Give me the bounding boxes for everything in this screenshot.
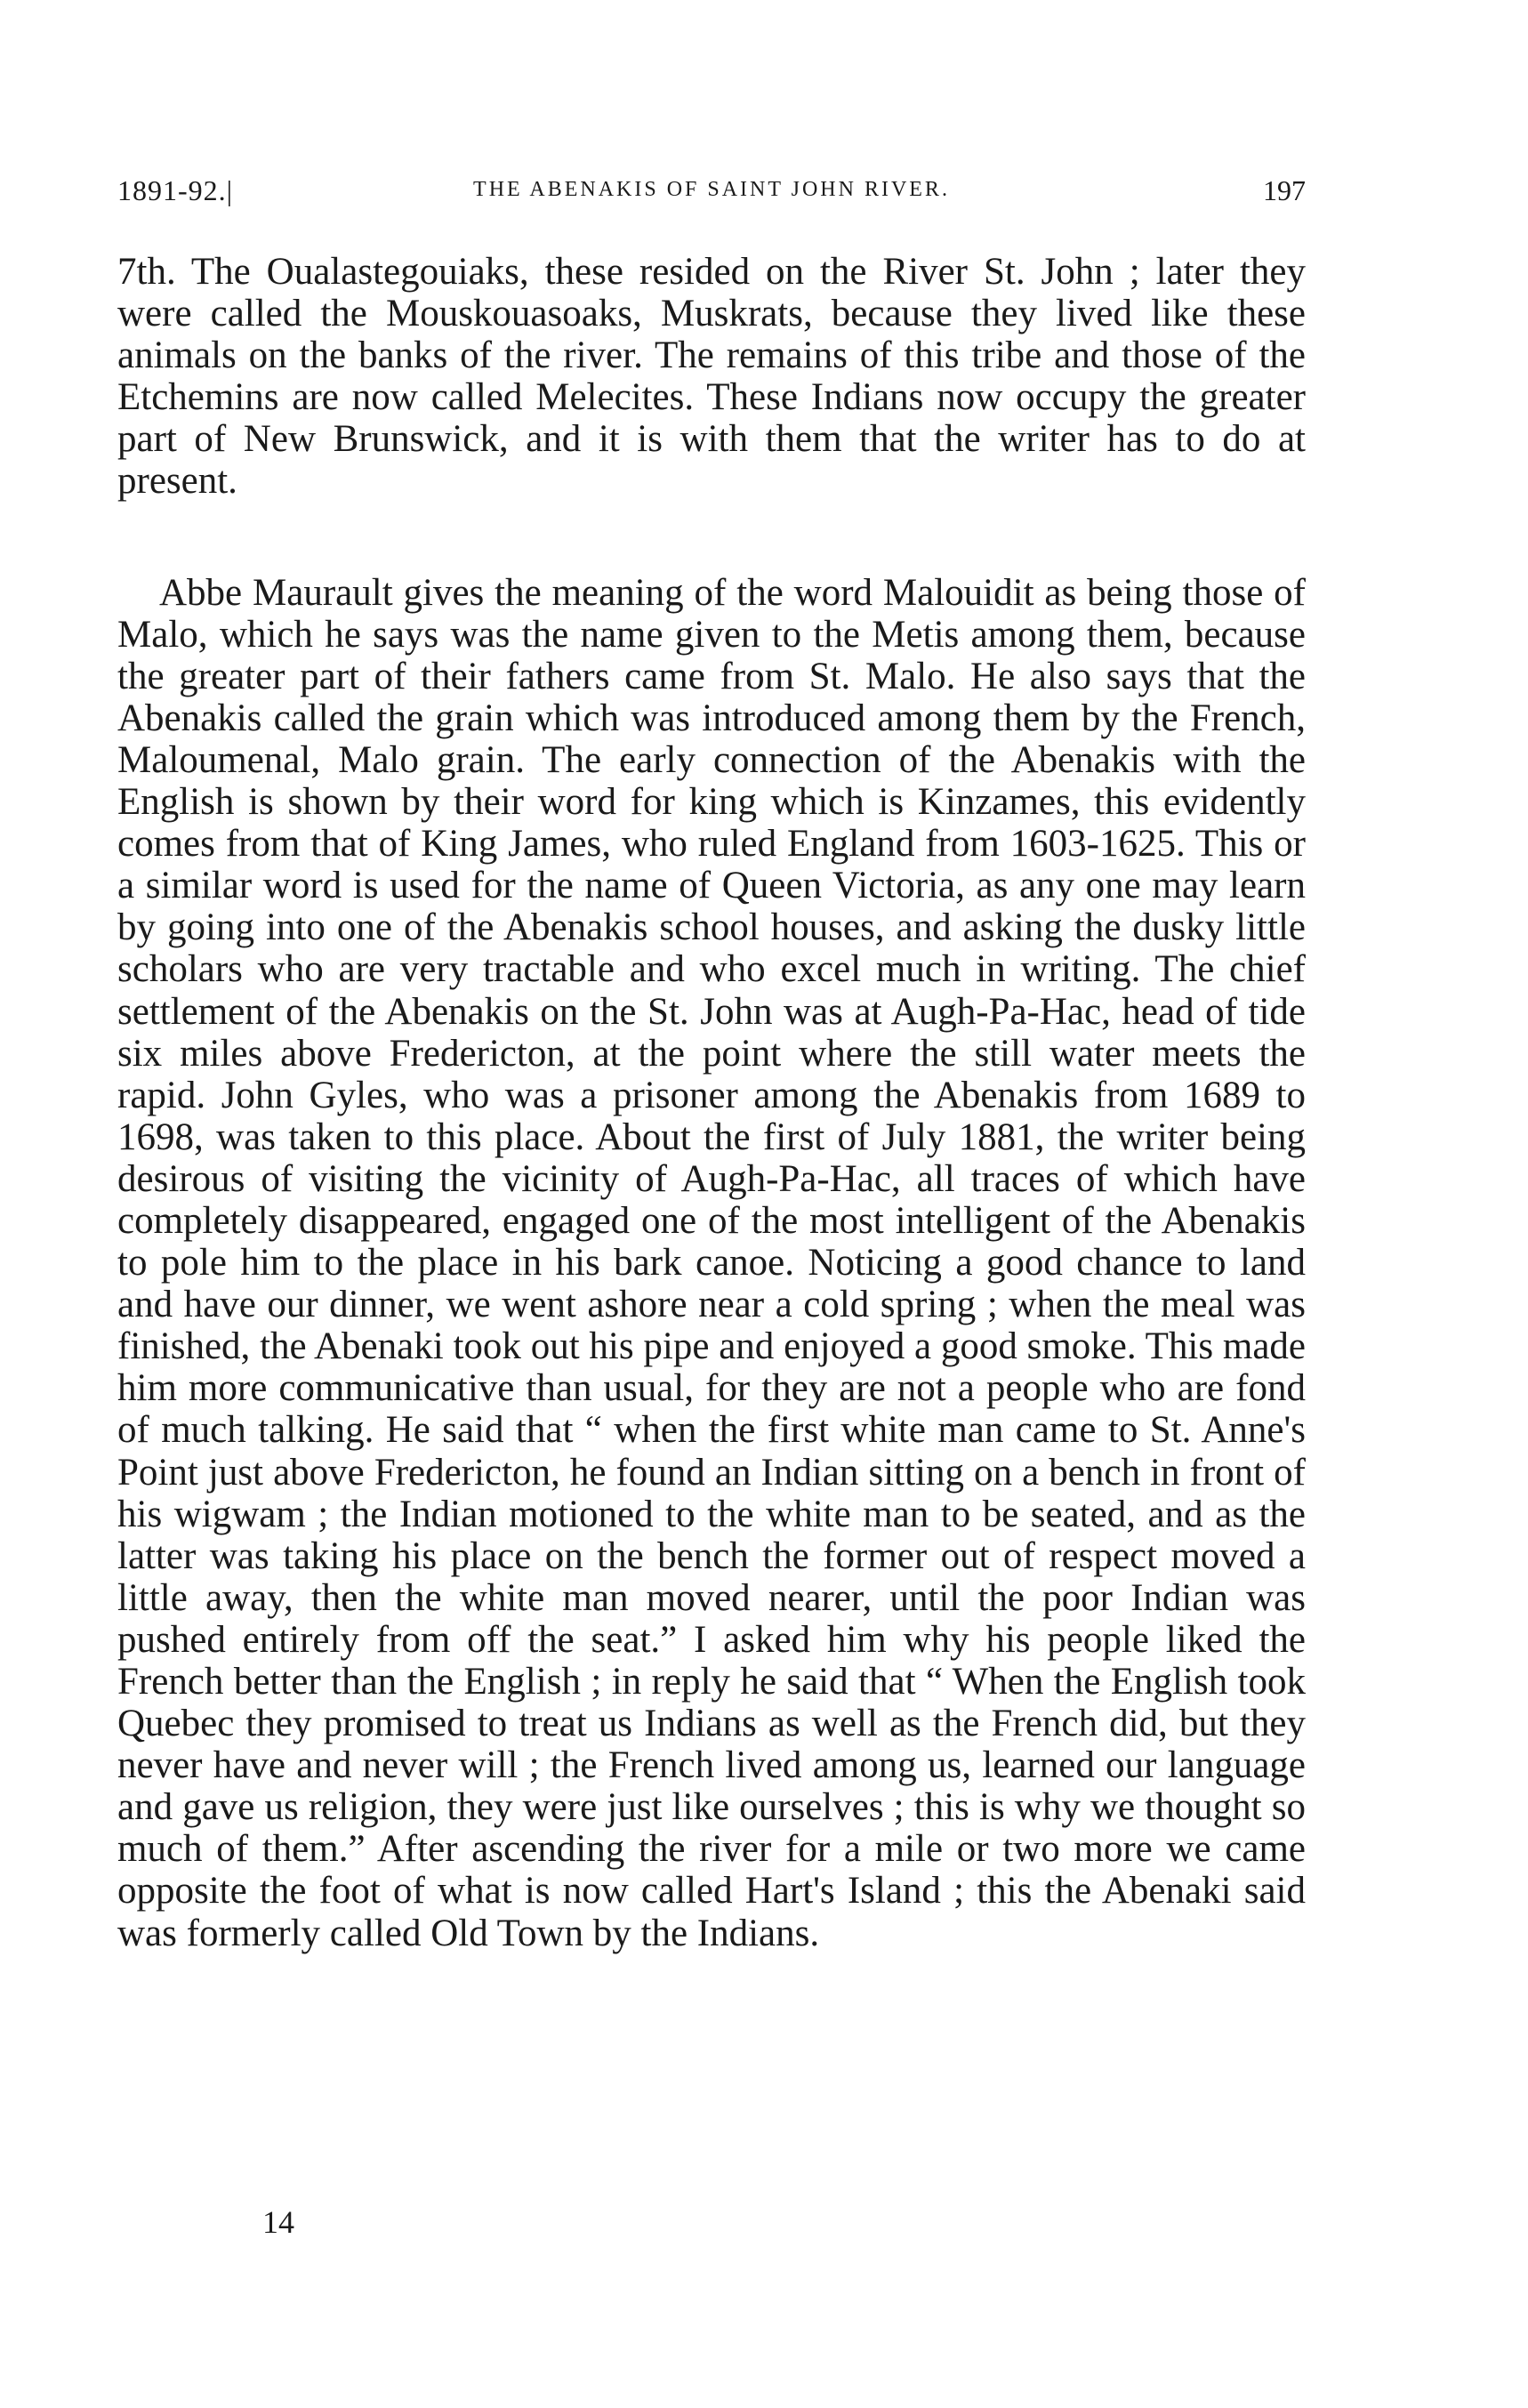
running-header <box>117 174 1306 228</box>
body-text <box>117 251 1306 1954</box>
page-number: 197 <box>1263 174 1306 206</box>
paragraph-2: Abbe Maurault gives the meaning of the word Malouidit as being those of Malo, which he says was the name given to the Metis among them, because the greater part of their fathers came from St. Malo. He also says that the Abenakis called the grain which was introduced among them by the French, Maloumenal, Malo grain. The early connection of the Abenakis with the English is shown by their word for king which is Kinzames, this evidently comes from that of King James, who ruled England from 1603-1625. This or a similar word is used for the name of Queen Victoria, as any one may learn by going into one of the Abenakis school houses, and asking the dusky little scholars who are very tractable and who excel much in writing. The chief settlement of the Abenakis on the St. John was at Augh-Pa-Hac, head of tide six miles above Fredericton, at the point where the still water meets the rapid. John Gyles, who was a prisoner among the Abenakis from 1689 to 1698, was taken to this place. About the first of July 1881, the writer being desirous of visiting the vicinity of Augh-Pa-Hac, all traces of which have completely disappeared, engaged one of the most intelligent of the Abenakis to pole him to the place in his bark canoe. Noticing a good chance to land and have our dinner, we went ashore near a cold spring ; when the meal was finished, the Abenaki took out his pipe and enjoyed a good smoke. This made him more communicative than usual, for they are not a people who are fond of much talking. He said that “ when the first white man came to St. Anne's Point just above Fredericton, he found an Indian sitting on a bench in front of his wigwam ; the Indian motioned to the white man to be seated, and as the latter was taking his place on the bench the former out of respect moved a little away, then the white man moved nearer, until the poor Indian was pushed entirely from off the seat.” I asked him why his people liked the French better than the English ; in reply he said that “ When the English took Quebec they promised to treat us Indians as well as the French did, but they never have and never will ; the French lived among us, learned our language and gave us religion, they were just like ourselves ; this is why we thought so much of them.” After ascending the river for a mile or two more we came opposite the foot of what is now called Hart's Island ; this the Abenaki said was formerly called Old Town by the Indians. <box>117 571 1306 1954</box>
paragraph-1: 7th. The Oualastegouiaks, these resided on the River St. John ; later they were called the Mouskouasoaks, Muskrats, because they lived like these animals on the banks of the river. The remains of this tribe and those of the Etchemins are now called Melecites. These Indians now occupy the greater part of New Brunswick, and it is with them that the writer has to do at present. <box>117 251 1306 503</box>
signature-mark: 14 <box>262 2204 294 2240</box>
header-title: THE ABENAKIS OF SAINT JOHN RIVER. <box>473 178 950 201</box>
header-year: 1891-92.| <box>117 174 234 206</box>
